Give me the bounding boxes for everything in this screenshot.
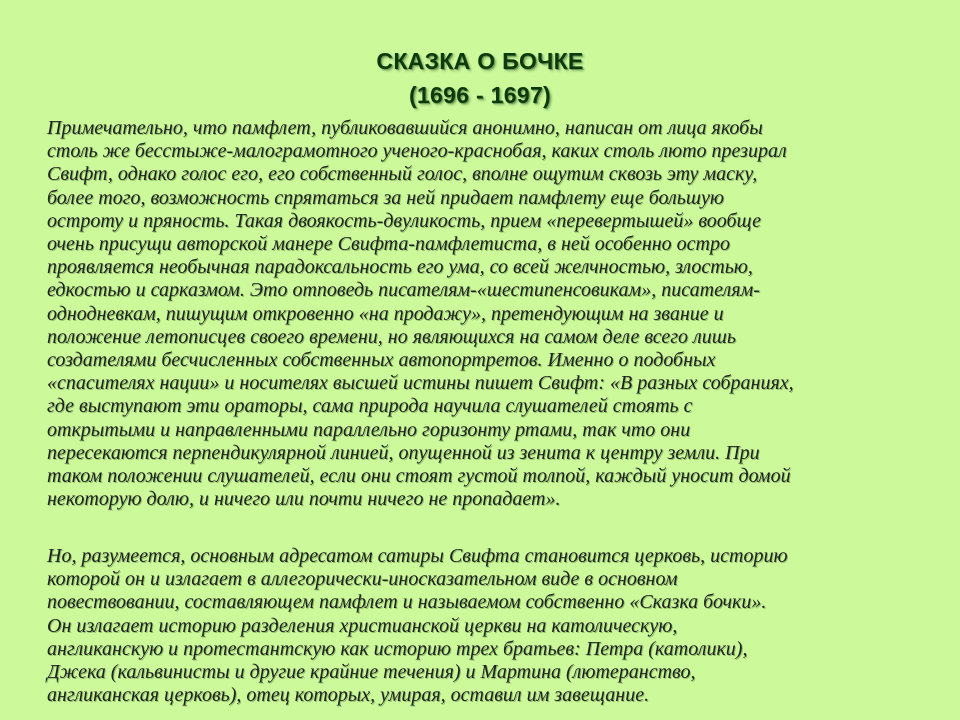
- paragraph-line: создателями бесчисленных собственных автопортретов. Именно о подобных: [47, 349, 716, 372]
- paragraph-line: Примечательно, что памфлет, публиковавшийся анонимно, написан от лица якобы: [47, 117, 763, 139]
- paragraph-line: однодневкам, пишущим откровенно «на продажу», претендующим на звание и: [47, 302, 724, 325]
- paragraph-line: некоторую долю, и ничего или почти ничего не пропадает».: [47, 488, 561, 511]
- slide-title: СКАЗКА О БОЧКЕ: [376, 48, 584, 74]
- paragraph-line: Но, разумеется, основным адресатом сатиры Свифта становится церковь, историю: [47, 545, 788, 567]
- paragraph-line: Свифт, однако голос его, его собственный голос, вполне ощутим сквозь эту маску,: [47, 163, 758, 186]
- paragraph-1: [47, 117, 937, 511]
- paragraph-line: англиканскую и протестантскую как историю трех братьев: Петра (католики),: [47, 637, 748, 660]
- paragraph-line: положение летописцев своего времени, но являющихся на самом деле всего лишь: [47, 325, 736, 348]
- paragraph-line: едкостью и сарказмом. Это отповедь писателям-«шестипенсовикам», писателям-: [47, 279, 760, 302]
- paragraph-line: остроту и пряность. Такая двоякость-двуликость, прием «перевертышей» вообще: [47, 209, 762, 232]
- paragraph-line: открытыми и направленными параллельно горизонту ртами, так что они: [47, 418, 691, 441]
- paragraph-line: пересекаются перпендикулярной линией, опущенной из зенита к центру земли. При: [47, 441, 760, 464]
- slide-years: (1696 - 1697): [409, 82, 551, 108]
- paragraph-line: где выступают эти ораторы, сама природа научила слушателей стоять с: [47, 395, 693, 418]
- paragraph-line: Он излагает историю разделения христианской церкви на католическую,: [47, 614, 678, 637]
- paragraph-line: очень присущи авторской манере Свифта-памфлетиста, в ней особенно остро: [47, 233, 730, 256]
- paragraph-line: более того, возможность спрятаться за ней придает памфлету еще большую: [47, 186, 724, 209]
- paragraph-line: таком положении слушателей, если они стоят густой толпой, каждый уносит домой: [47, 465, 791, 488]
- paragraph-2: [47, 545, 937, 707]
- paragraph-line: проявляется необычная парадоксальность его ума, со всей желчностью, злостью,: [47, 256, 753, 279]
- paragraph-line: «спасителях нации» и носителях высшей истины пишет Свифт: «В разных собраниях,: [47, 372, 794, 395]
- paragraph-line: столь же бесстыже-малограмотного ученого-краснобая, каких столь люто презирал: [47, 140, 787, 163]
- paragraph-line: Джека (кальвинисты и другие крайние течения) и Мартина (лютеранство,: [47, 661, 696, 684]
- paragraph-line: англиканская церковь), отец которых, умирая, оставил им завещание.: [47, 684, 650, 707]
- paragraph-line: которой он и излагает в аллегорически-иносказательном виде в основном: [47, 568, 678, 591]
- paragraph-line: повествовании, составляющем памфлет и называемом собственно «Сказка бочки».: [47, 591, 767, 614]
